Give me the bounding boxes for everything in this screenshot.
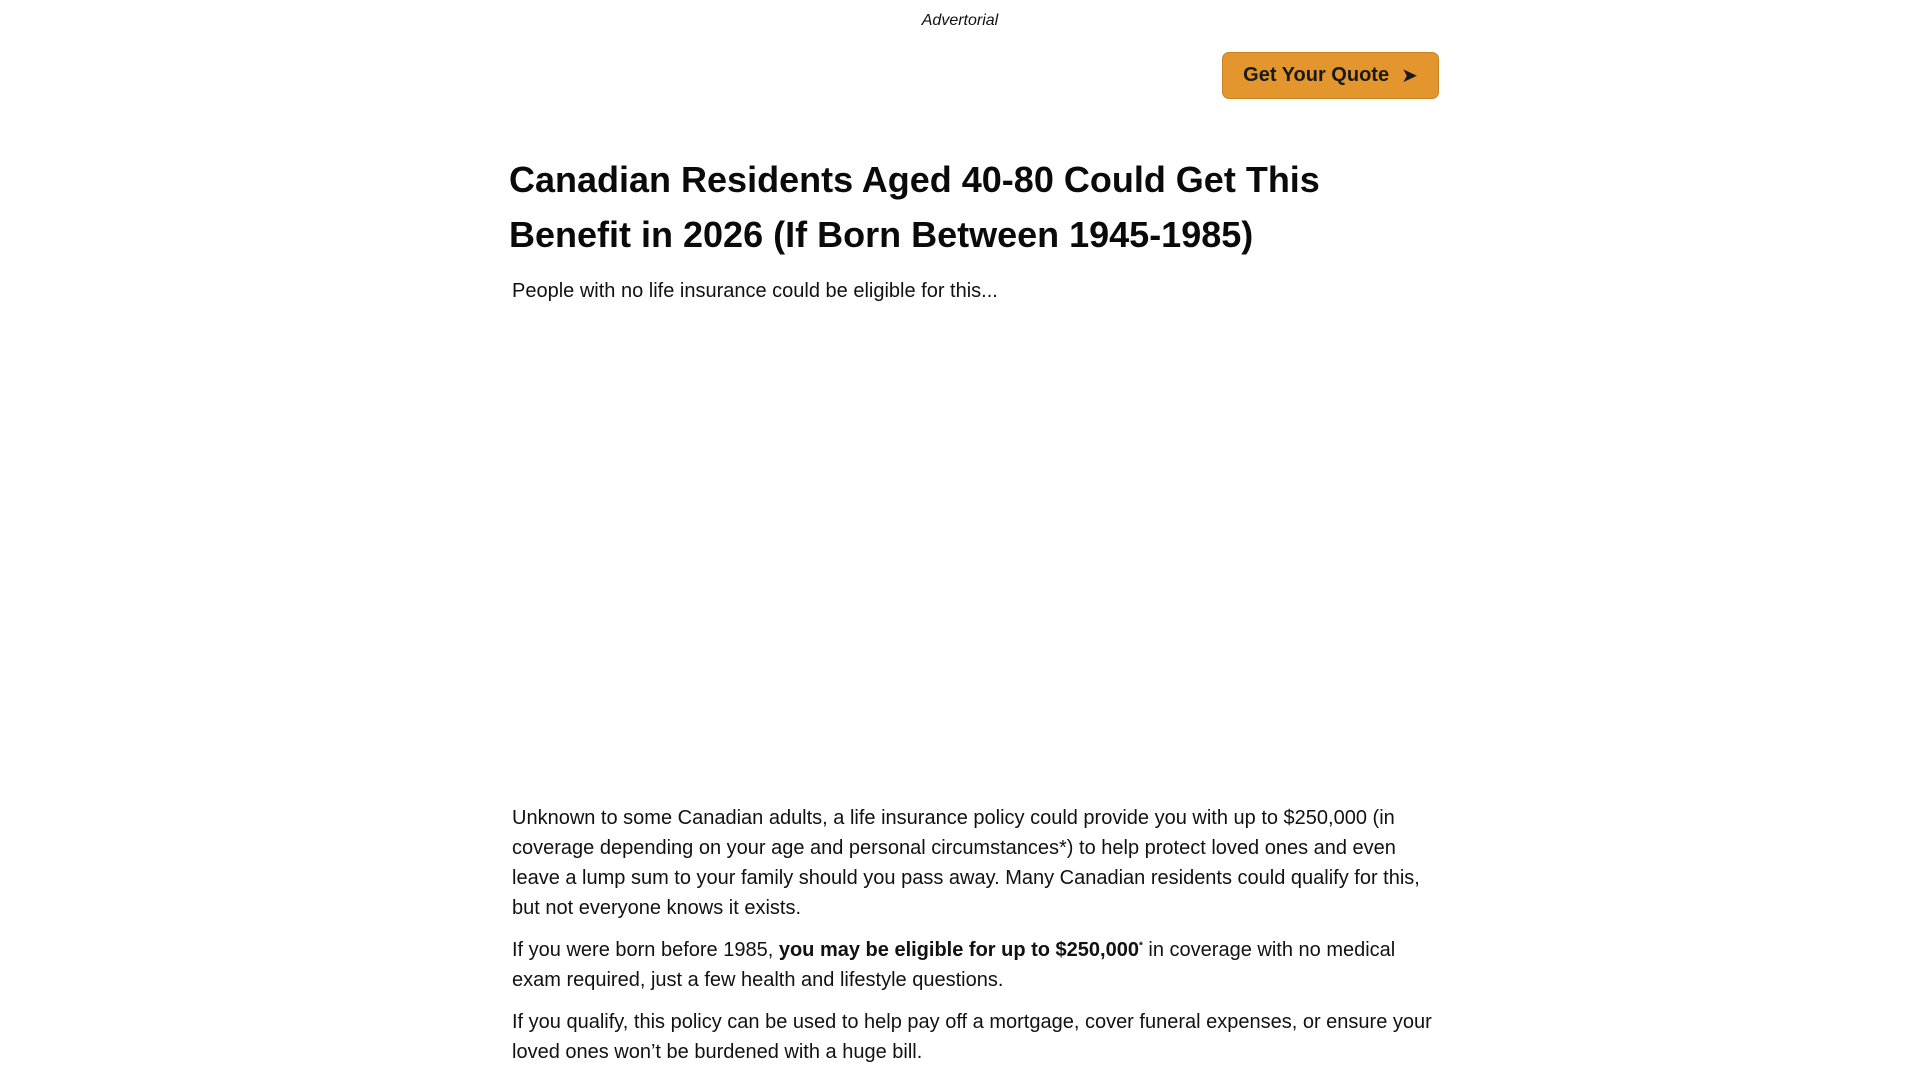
article-media-area bbox=[509, 318, 1435, 788]
article-subhead: People with no life insurance could be eligible for this... bbox=[512, 280, 998, 302]
footnote-marker: * bbox=[1138, 940, 1143, 952]
paragraph-2-tail: in coverage with no medical exam required, just a few health and lifestyle questions. bbox=[512, 939, 1396, 991]
get-your-quote-button[interactable] bbox=[1222, 52, 1439, 99]
article-paragraph-1: Unknown to some Canadian adults, a life insurance policy could provide you with up to $250,000 (in coverage depending on your age and personal circumstances*) to help protect loved ones and even leave a lump sum to your family should you pass away. Many Canadian residents could qualify for this, but not everyone knows it exists. bbox=[512, 807, 1420, 919]
article-headline: Canadian Residents Aged 40-80 Could Get This Benefit in 2026 (If Born Between 1945-1985) bbox=[509, 159, 1320, 255]
arrow-right-icon: ➤ bbox=[1401, 64, 1418, 87]
advertorial-label: Advertorial bbox=[921, 12, 999, 29]
paragraph-2-lead: If you were born before 1985, bbox=[512, 939, 779, 961]
article-paragraph-3: If you qualify, this policy can be used to help pay off a mortgage, cover funeral expenses, or ensure your loved ones won’t be burdened with a huge bill. bbox=[512, 1011, 1432, 1063]
article-paragraph-2 bbox=[512, 935, 1437, 995]
article-body bbox=[512, 803, 1437, 1079]
get-your-quote-label: Get Your Quote bbox=[1243, 64, 1390, 86]
eligibility-highlight: you may be eligible for up to $250,000 bbox=[778, 939, 1139, 961]
